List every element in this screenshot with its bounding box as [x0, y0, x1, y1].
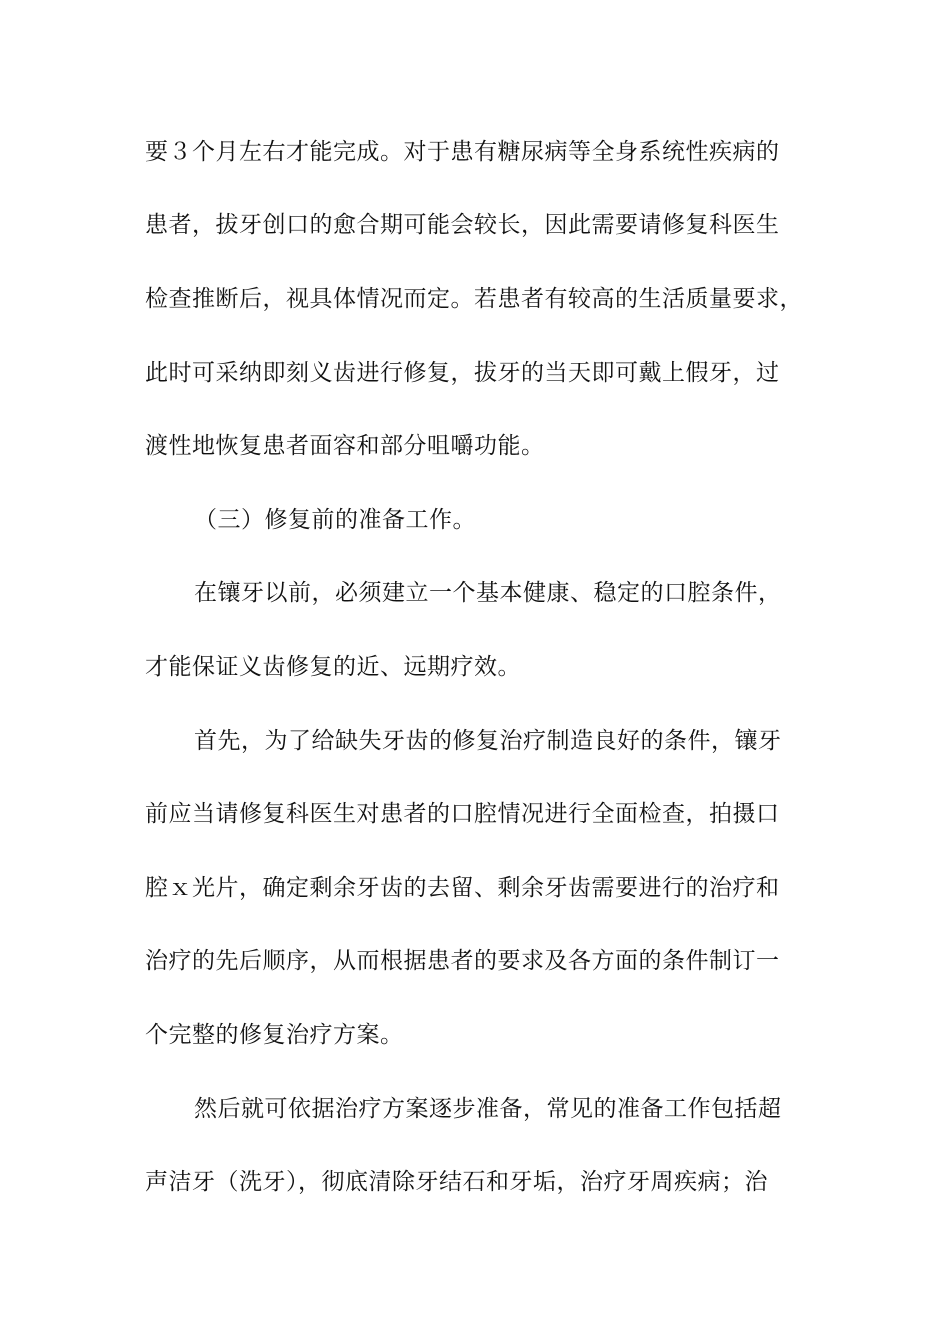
text-line: 渡性地恢复患者面容和部分咀嚼功能。 [145, 433, 545, 459]
text-line: 要３个月左右才能完成。对于患有糖尿病等全身系统性疾病的 [145, 139, 780, 165]
text-line: 治疗的先后顺序，从而根据患者的要求及各方面的条件制订一 [145, 948, 780, 974]
paragraph-start-line: 然后就可依据治疗方案逐步准备，常见的准备工作包括超 [194, 1096, 782, 1122]
text-line: 检查推断后，视具体情况而定。若患者有较高的生活质量要求， [145, 286, 803, 312]
section-heading: （三）修复前的准备工作。 [194, 507, 476, 533]
text-line: 患者，拔牙创口的愈合期可能会较长，因此需要请修复科医生 [145, 212, 780, 238]
text-line: 前应当请修复科医生对患者的口腔情况进行全面检查，拍摄口 [145, 801, 780, 827]
paragraph-start-line: 首先，为了给缺失牙齿的修复治疗制造良好的条件，镶牙 [194, 728, 782, 754]
text-line: 才能保证义齿修复的近、远期疗效。 [145, 654, 521, 680]
text-line: 声洁牙（洗牙），彻底清除牙结石和牙垢，治疗牙周疾病；治 [145, 1169, 768, 1195]
text-line: 此时可采纳即刻义齿进行修复，拔牙的当天即可戴上假牙，过 [145, 360, 780, 386]
paragraph-start-line: 在镶牙以前，必须建立一个基本健康、稳定的口腔条件， [194, 580, 782, 606]
text-line: 腔ｘ光片，确定剩余牙齿的去留、剩余牙齿需要进行的治疗和 [145, 875, 780, 901]
text-line: 个完整的修复治疗方案。 [145, 1022, 404, 1048]
